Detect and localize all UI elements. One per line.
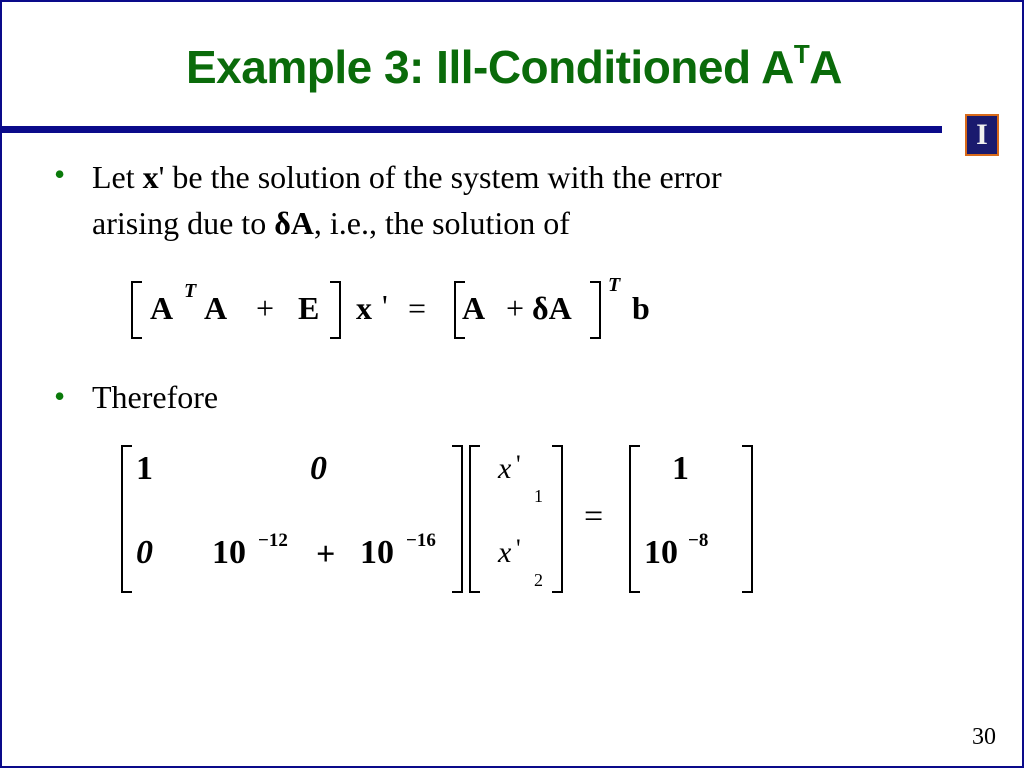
delta-A: δA — [532, 290, 572, 326]
plus-sign: + — [316, 536, 336, 573]
logo-letter: I — [976, 118, 988, 151]
matrix-entry: 1 — [136, 450, 153, 487]
title-text-end: A — [809, 41, 843, 93]
slide-title — [2, 40, 1024, 94]
title-superscript: T — [793, 38, 810, 69]
vector-x: x — [356, 290, 372, 326]
text-run: ' be the solution of the system with the error — [158, 159, 722, 195]
exponent: −8 — [688, 530, 709, 551]
text-run: Let — [92, 159, 143, 195]
subscript: 1 — [534, 486, 543, 506]
unknown-x2: x — [498, 536, 512, 569]
plus-sign: + — [506, 290, 525, 326]
exponent: −12 — [258, 530, 288, 551]
matrix-A: A — [204, 290, 228, 326]
bullet-icon: • — [54, 378, 66, 414]
rhs-entry: 1 — [672, 450, 689, 487]
bullet-1-line-1 — [92, 154, 912, 200]
transpose-T: T — [608, 274, 621, 296]
exponent: −16 — [406, 530, 436, 551]
bullet-text-2: Therefore — [92, 379, 219, 415]
matrix-entry: 0 — [310, 450, 327, 487]
transpose-T: T — [184, 280, 197, 302]
prime-mark: ' — [382, 288, 388, 324]
prime-mark: ' — [516, 450, 521, 479]
title-text: Example 3: Ill-Conditioned A — [185, 41, 794, 93]
bullet-1-line-2 — [92, 200, 912, 246]
matrix-entry: 10 — [360, 534, 394, 571]
text-run: arising due to — [92, 205, 275, 241]
matrix-A: A — [462, 290, 486, 326]
matrix-entry: 10 — [212, 534, 246, 571]
bullet-text-1 — [92, 154, 912, 246]
plus-sign: + — [256, 290, 275, 326]
equals-sign: = — [408, 290, 427, 326]
bold-run: x — [142, 159, 159, 195]
bold-run: δA — [274, 205, 314, 241]
matrix-E: E — [298, 290, 320, 326]
bullet-icon: • — [54, 156, 66, 192]
vector-b: b — [632, 290, 650, 326]
matrix-entry: 0 — [136, 534, 153, 571]
equation-1 — [120, 274, 680, 342]
matrix-brackets — [116, 442, 766, 602]
matrix-A: A — [150, 290, 174, 326]
rhs-entry: 10 — [644, 534, 678, 571]
text-run: , i.e., the solution of — [313, 205, 570, 241]
title-divider — [2, 126, 942, 133]
unknown-x1: x — [498, 452, 512, 485]
university-logo-icon — [965, 114, 999, 156]
subscript: 2 — [534, 570, 543, 590]
equals-sign: = — [584, 498, 604, 535]
prime-mark: ' — [516, 534, 521, 563]
page-number: 30 — [972, 724, 996, 750]
matrix-equation — [116, 442, 766, 602]
